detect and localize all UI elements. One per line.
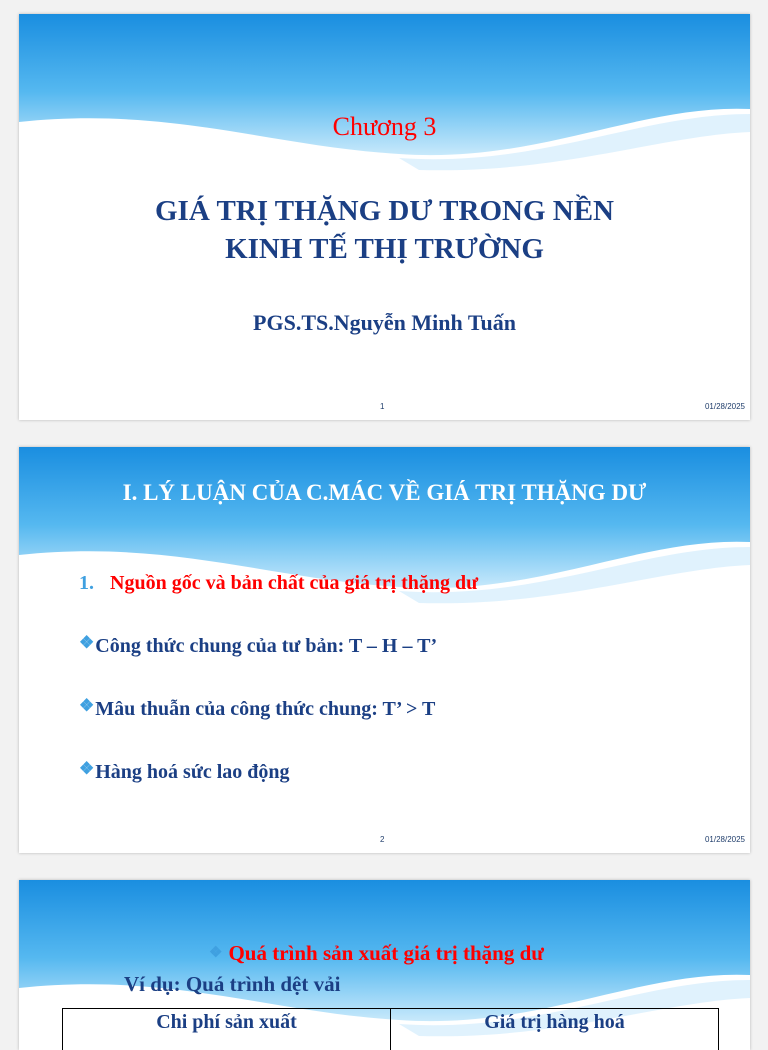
slide-1: [19, 14, 750, 420]
example-text: Ví dụ: Quá trình dệt vải: [124, 972, 340, 997]
slide-date: 01/28/2025: [705, 835, 745, 844]
cost-value-table: [62, 1008, 719, 1050]
bullet-text: Mâu thuẫn của công thức chung: T’ > T: [95, 698, 435, 720]
slide-3: [19, 880, 750, 1050]
bullet-item: [79, 633, 437, 658]
bullet-item: [79, 696, 435, 721]
slide-2: [19, 447, 750, 853]
slide-title: I. LÝ LUẬN CỦA C.MÁC VỀ GIÁ TRỊ THẶNG DƯ: [19, 480, 750, 506]
slide-title: [19, 192, 750, 268]
page-number: 1: [380, 402, 384, 411]
slide-title-line-2: KINH TẾ THỊ TRƯỜNG: [19, 230, 750, 268]
table-header-cell: Giá trị hàng hoá: [391, 1009, 719, 1050]
bullet-text: Hàng hoá sức lao động: [95, 761, 289, 783]
slide-date: 01/28/2025: [705, 402, 745, 411]
section-heading-text: Quá trình sản xuất giá trị thặng dư: [228, 941, 543, 965]
slide-header-wave: [19, 14, 750, 174]
numbered-item: [79, 572, 478, 595]
diamond-bullet-icon: ❖: [79, 633, 94, 652]
item-text: Nguồn gốc và bản chất của giá trị thặng dư: [110, 572, 478, 594]
diamond-bullet-icon: ❖: [209, 945, 222, 961]
bullet-item: [79, 759, 290, 784]
diamond-bullet-icon: ❖: [79, 759, 94, 778]
table-row: [63, 1009, 719, 1050]
bullet-text: Công thức chung của tư bản: T – H – T’: [95, 635, 437, 657]
chapter-title: Chương 3: [19, 112, 750, 142]
author-name: PGS.TS.Nguyễn Minh Tuấn: [19, 310, 750, 336]
section-heading: [209, 941, 544, 966]
slide-title-line-1: GIÁ TRỊ THẶNG DƯ TRONG NỀN: [19, 192, 750, 230]
page-number: 2: [380, 835, 384, 844]
diamond-bullet-icon: ❖: [79, 696, 94, 715]
item-number: 1.: [79, 572, 94, 594]
table-header-cell: Chi phí sản xuất: [63, 1009, 391, 1050]
